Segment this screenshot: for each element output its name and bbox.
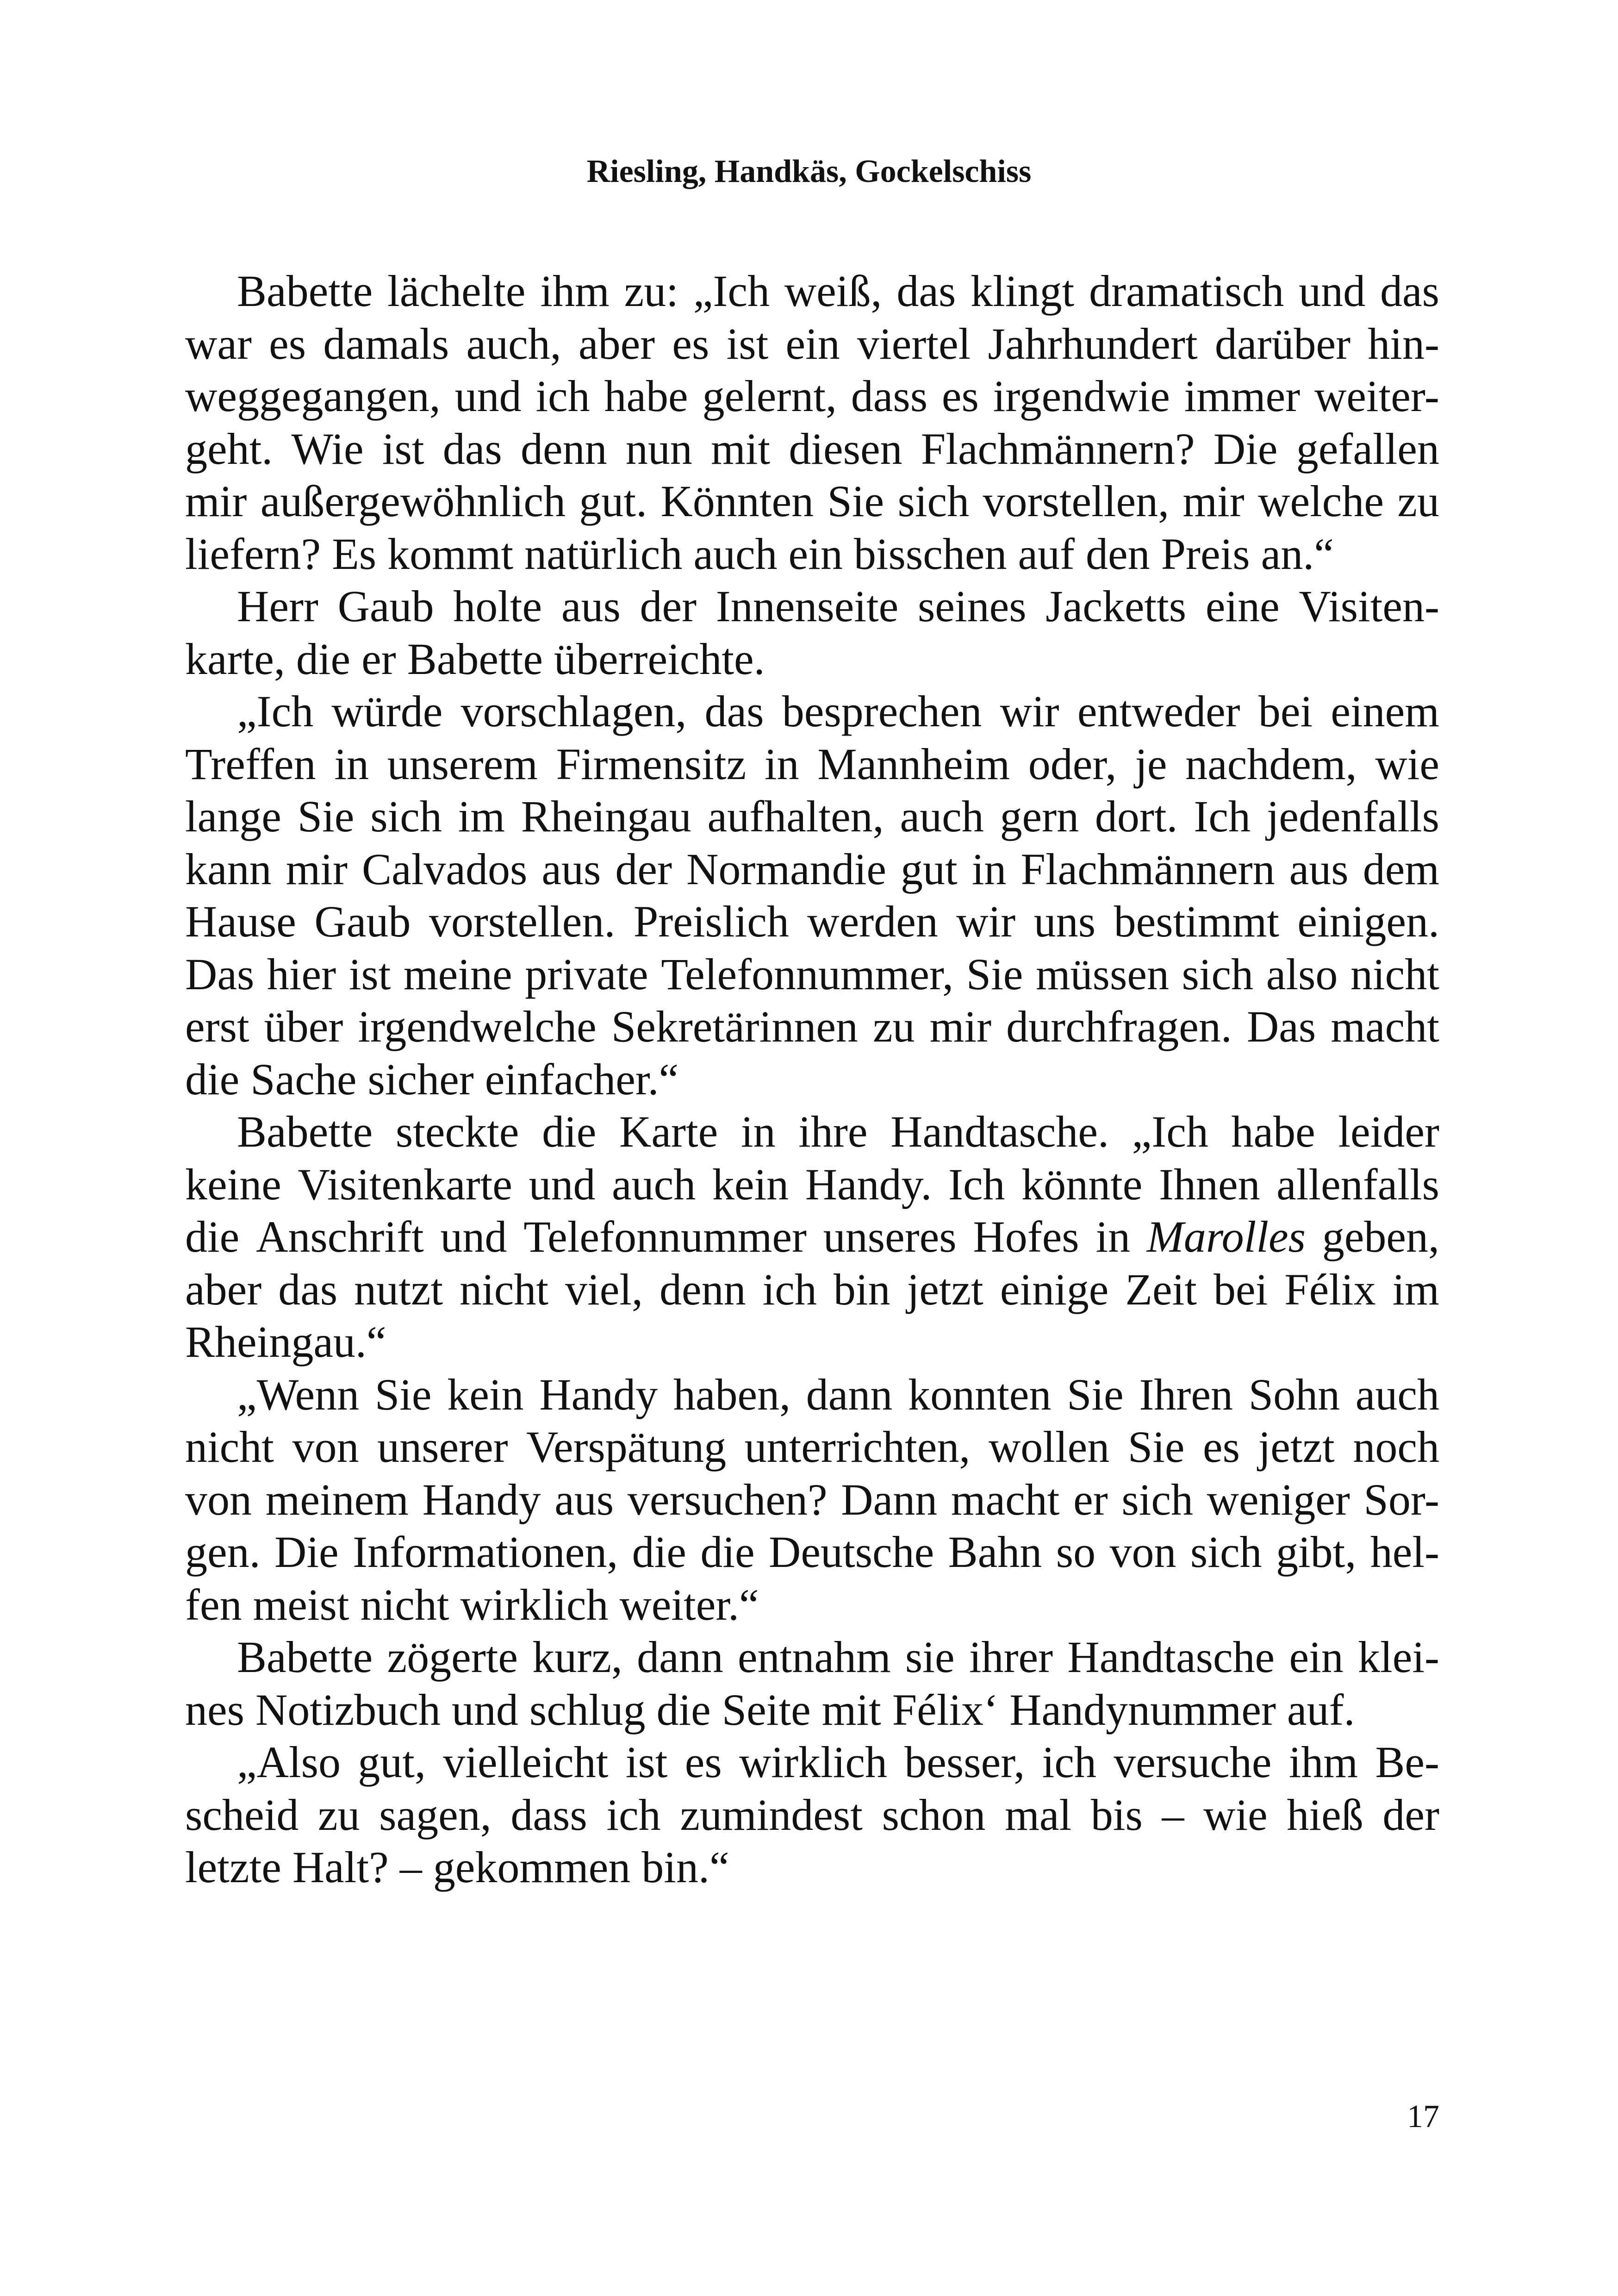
text-line: war es damals auch, aber es ist ein viertel Jahrhundert darüber hin- — [185, 318, 1439, 368]
text-line: „Ich würde vorschlagen, das besprechen wir entweder bei einem — [237, 686, 1439, 736]
text-line: Babette steckte die Karte in ihre Handtasche. „Ich habe leider — [237, 1107, 1439, 1156]
text-line: „Also gut, vielleicht ist es wirklich besser, ich versuche ihm Be- — [237, 1737, 1439, 1787]
text-line: kann mir Calvados aus der Normandie gut in Flachmännern aus dem — [185, 844, 1439, 894]
paragraph — [185, 1368, 1439, 1631]
text-line: fen meist nicht wirklich weiter.“ — [185, 1579, 759, 1629]
text-line: aber das nutzt nicht viel, denn ich bin jetzt einige Zeit bei Félix im — [185, 1264, 1439, 1314]
text-line: Hause Gaub vorstellen. Preislich werden wir uns bestimmt einigen. — [185, 897, 1439, 946]
paragraph — [185, 1736, 1439, 1894]
body-text — [185, 265, 1439, 1894]
text-line: mir außergewöhnlich gut. Könnten Sie sich vorstellen, mir welche zu — [185, 476, 1439, 526]
text-line: „Wenn Sie kein Handy haben, dann konnten Sie Ihren Sohn auch — [237, 1369, 1439, 1419]
text-line: Babette zögerte kurz, dann entnahm sie ihrer Handtasche ein klei- — [237, 1632, 1439, 1682]
page-number: 17 — [1407, 2099, 1439, 2134]
text-line: nicht von unserer Verspätung unterrichten, wollen Sie es jetzt noch — [185, 1422, 1439, 1472]
text-line: Treffen in unserem Firmensitz in Mannheim oder, je nachdem, wie — [185, 739, 1439, 789]
text-line: karte, die er Babette überreichte. — [185, 634, 765, 684]
text-line: die Sache sicher einfacher.“ — [185, 1054, 679, 1104]
text-line: liefern? Es kommt natürlich auch ein bisschen auf den Preis an.“ — [185, 529, 1334, 579]
text-line: Babette lächelte ihm zu: „Ich weiß, das klingt dramatisch und das — [237, 266, 1439, 316]
text-line: keine Visitenkarte und auch kein Handy. Ich könnte Ihnen allenfalls — [185, 1159, 1439, 1209]
text-line: weggegangen, und ich habe gelernt, dass es irgendwie immer weiter- — [185, 371, 1439, 421]
paragraph — [185, 265, 1439, 580]
text-line: Rheingau.“ — [185, 1317, 386, 1366]
text-line: Herr Gaub holte aus der Innenseite seines Jacketts eine Visiten- — [237, 581, 1439, 631]
text-line: von meinem Handy aus versuchen? Dann macht er sich weniger Sor- — [185, 1474, 1439, 1524]
running-head: Riesling, Handkäs, Gockelschiss — [586, 154, 1032, 189]
text-line: erst über irgendwelche Sekretärinnen zu mir durchfragen. Das macht — [185, 1002, 1439, 1051]
paragraph — [185, 1105, 1439, 1368]
text-line: scheid zu sagen, dass ich zumindest schon mal bis – wie hieß der — [185, 1790, 1439, 1840]
paragraph — [185, 1631, 1439, 1736]
text-line: Das hier ist meine private Telefonnummer, Sie müssen sich also nicht — [185, 949, 1439, 999]
text-line: letzte Halt? – gekommen bin.“ — [185, 1842, 729, 1892]
text-line: nes Notizbuch und schlug die Seite mit Félix‘ Handynummer auf. — [185, 1685, 1355, 1734]
text-line: gen. Die Informationen, die die Deutsche Bahn so von sich gibt, hel- — [185, 1527, 1439, 1577]
paragraph — [185, 685, 1439, 1105]
paragraph — [185, 580, 1439, 685]
text-line: geht. Wie ist das denn nun mit diesen Flachmännern? Die gefallen — [185, 424, 1439, 474]
text-line: die Anschrift und Telefonnummer unseres Hofes in Marolles geben, — [185, 1212, 1439, 1261]
text-line: lange Sie sich im Rheingau aufhalten, auch gern dort. Ich jedenfalls — [185, 792, 1439, 841]
